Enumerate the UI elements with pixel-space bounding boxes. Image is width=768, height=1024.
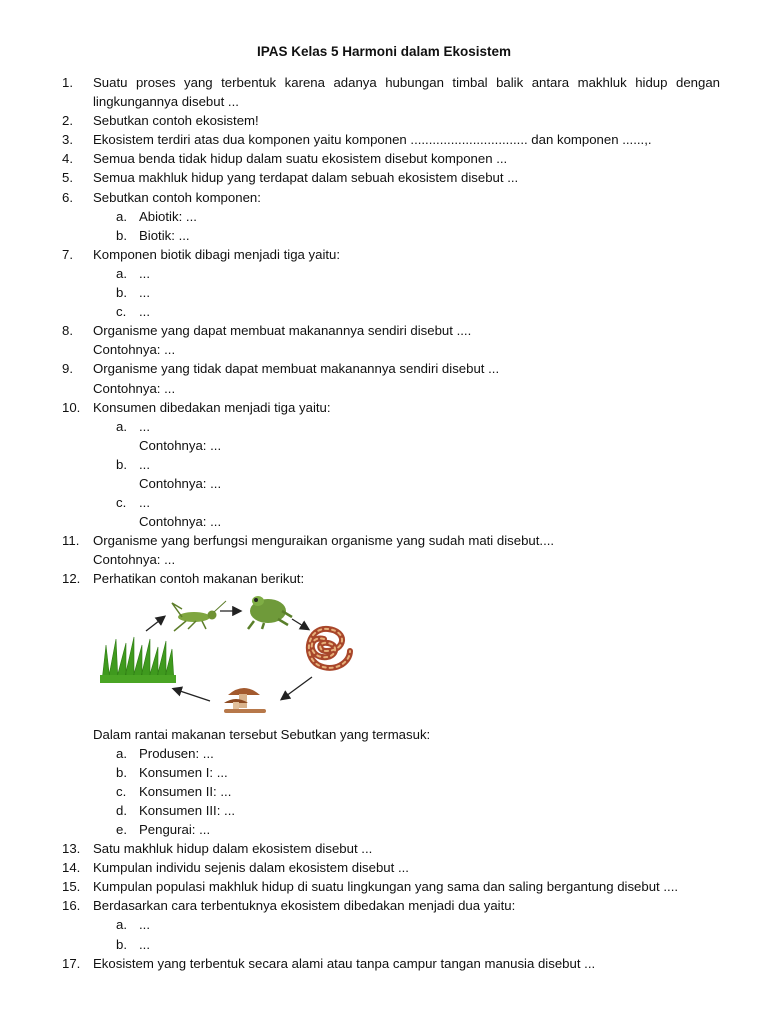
sub-item-text: Biotik: ... bbox=[139, 227, 190, 243]
sub-item-text: Abiotik: ... bbox=[139, 208, 197, 224]
question-5 bbox=[0, 168, 768, 187]
example-text: Contohnya: ... bbox=[93, 380, 176, 396]
question-16 bbox=[0, 896, 768, 915]
example-line bbox=[0, 550, 768, 569]
sub-item-label: e. bbox=[116, 822, 127, 837]
question-text: Organisme yang tidak dapat membuat makanannya sendiri disebut ... bbox=[93, 361, 500, 377]
question-number: 5. bbox=[62, 170, 73, 186]
sub-item bbox=[0, 207, 768, 226]
sub-item bbox=[0, 782, 768, 801]
question-2 bbox=[0, 111, 768, 130]
question-number: 2. bbox=[62, 113, 73, 129]
question-text: Perhatikan contoh makanan berikut: bbox=[93, 571, 305, 587]
example-text: Contohnya: ... bbox=[93, 552, 176, 568]
question-text: Organisme yang dapat membuat makanannya sendiri disebut .... bbox=[93, 323, 472, 339]
question-number: 17. bbox=[62, 955, 81, 971]
sub-item-label: b. bbox=[116, 285, 127, 301]
arrow-icon bbox=[146, 617, 164, 631]
example-line bbox=[0, 379, 768, 398]
question-number: 12. bbox=[62, 571, 81, 587]
question-number: 4. bbox=[62, 151, 73, 167]
question-text: Konsumen dibedakan menjadi tiga yaitu: bbox=[93, 399, 331, 415]
grass-icon bbox=[100, 637, 176, 683]
sub-item-label: b. bbox=[116, 456, 127, 472]
arrow-icon bbox=[292, 619, 308, 629]
arrow-icon bbox=[174, 689, 210, 701]
sub-item-text: ... bbox=[139, 265, 150, 281]
question-text: Ekosistem terdiri atas dua komponen yaitu komponen ................................ dan komponen ......,. bbox=[93, 132, 652, 148]
question-text: Komponen biotik dibagi menjadi tiga yaitu: bbox=[93, 246, 341, 262]
sub-item-text: ... bbox=[139, 304, 150, 320]
question-13 bbox=[0, 839, 768, 858]
page-title: IPAS Kelas 5 Harmoni dalam Ekosistem bbox=[256, 44, 512, 59]
question-text: Berdasarkan cara terbentuknya ekosistem dibedakan menjadi dua yaitu: bbox=[93, 898, 516, 914]
sub-item-label: d. bbox=[116, 802, 127, 818]
example-line bbox=[0, 340, 768, 359]
sub-item bbox=[0, 417, 768, 436]
sub-item-example bbox=[0, 474, 768, 493]
food-chain-svg bbox=[96, 589, 396, 725]
sub-item-label: a. bbox=[116, 745, 127, 761]
question-number: 15. bbox=[62, 879, 81, 895]
sub-item-text: ... bbox=[139, 917, 150, 933]
question-number: 16. bbox=[62, 898, 81, 914]
sub-item-text: Pengurai: ... bbox=[139, 822, 211, 837]
sub-item-label: c. bbox=[116, 495, 127, 511]
question-text: Sebutkan contoh komponen: bbox=[93, 189, 261, 205]
sub-item-label: a. bbox=[116, 208, 127, 224]
snake-icon bbox=[309, 628, 350, 667]
grasshopper-icon bbox=[172, 601, 226, 631]
question-number: 14. bbox=[62, 860, 81, 876]
example-text: Contohnya: ... bbox=[139, 514, 222, 530]
food-chain-illustration bbox=[0, 589, 768, 725]
question-1 bbox=[0, 73, 768, 92]
arrow-icon bbox=[282, 677, 312, 699]
question-15 bbox=[0, 877, 768, 896]
sub-item-label: a. bbox=[116, 917, 127, 933]
sub-item-text: ... bbox=[139, 495, 150, 511]
question-text: Semua benda tidak hidup dalam suatu ekosistem disebut komponen ... bbox=[93, 151, 508, 167]
sub-item bbox=[0, 455, 768, 474]
sub-item bbox=[0, 820, 768, 839]
question-4 bbox=[0, 149, 768, 168]
sub-item-text: ... bbox=[139, 936, 150, 952]
question-number: 11. bbox=[62, 533, 80, 549]
question-17 bbox=[0, 954, 768, 973]
sub-item-text: Konsumen III: ... bbox=[139, 802, 236, 818]
sub-item bbox=[0, 283, 768, 302]
question-14 bbox=[0, 858, 768, 877]
sub-item-text: ... bbox=[139, 456, 150, 472]
question-number: 9. bbox=[62, 361, 73, 377]
sub-item-label: a. bbox=[116, 265, 127, 281]
sub-item bbox=[0, 744, 768, 763]
question-11 bbox=[0, 531, 768, 550]
question-text: Kumpulan individu sejenis dalam ekosistem disebut ... bbox=[93, 860, 409, 876]
question-number: 6. bbox=[62, 189, 73, 205]
sub-item-label: b. bbox=[116, 764, 127, 780]
sub-item-label: c. bbox=[116, 304, 127, 320]
intro-text: Dalam rantai makanan tersebut Sebutkan yang termasuk: bbox=[93, 726, 431, 742]
question-text: Kumpulan populasi makhluk hidup di suatu lingkungan yang sama dan saling bergantung disebut .... bbox=[93, 879, 679, 895]
sub-item-text: Konsumen II: ... bbox=[139, 783, 232, 799]
mushroom-icon bbox=[224, 688, 266, 713]
question-number: 10. bbox=[62, 399, 81, 415]
sub-item-example bbox=[0, 512, 768, 531]
question-text: Organisme yang berfungsi menguraikan organisme yang sudah mati disebut.... bbox=[93, 533, 555, 549]
sub-item bbox=[0, 801, 768, 820]
sub-item-text: ... bbox=[139, 285, 150, 301]
food-chain-intro bbox=[0, 725, 768, 744]
sub-item bbox=[0, 493, 768, 512]
question-number: 1. bbox=[62, 75, 73, 90]
question-text: Suatu proses yang terbentuk karena adanya hubungan timbal balik antara makhluk hidup dengan bbox=[93, 75, 720, 90]
question-text: Sebutkan contoh ekosistem! bbox=[93, 113, 259, 129]
question-6 bbox=[0, 188, 768, 207]
sub-item-text: ... bbox=[139, 418, 150, 434]
question-10 bbox=[0, 398, 768, 417]
sub-item-label: a. bbox=[116, 418, 127, 434]
sub-item-text: Konsumen I: ... bbox=[139, 764, 228, 780]
question-text: Satu makhluk hidup dalam ekosistem disebut ... bbox=[93, 841, 373, 857]
frog-icon bbox=[248, 596, 292, 629]
example-text: Contohnya: ... bbox=[139, 437, 222, 453]
question-number: 3. bbox=[62, 132, 73, 148]
question-text: Ekosistem yang terbentuk secara alami atau tanpa campur tangan manusia disebut ... bbox=[93, 955, 596, 971]
question-text: lingkungannya disebut ... bbox=[93, 94, 239, 110]
sub-item bbox=[0, 264, 768, 283]
question-9 bbox=[0, 359, 768, 378]
example-text: Contohnya: ... bbox=[139, 475, 222, 491]
sub-item-example bbox=[0, 436, 768, 455]
example-text: Contohnya: ... bbox=[93, 342, 176, 358]
sub-item bbox=[0, 915, 768, 934]
sub-item-label: b. bbox=[116, 227, 127, 243]
question-8 bbox=[0, 321, 768, 340]
sub-item-label: c. bbox=[116, 783, 127, 799]
question-3 bbox=[0, 130, 768, 149]
question-list bbox=[0, 73, 768, 973]
question-number: 8. bbox=[62, 323, 73, 339]
question-7 bbox=[0, 245, 768, 264]
sub-item bbox=[0, 935, 768, 954]
sub-item bbox=[0, 226, 768, 245]
sub-item-text: Produsen: ... bbox=[139, 745, 214, 761]
question-12 bbox=[0, 569, 768, 588]
question-text: Semua makhluk hidup yang terdapat dalam sebuah ekosistem disebut ... bbox=[93, 170, 519, 186]
question-number: 7. bbox=[62, 246, 73, 262]
sub-item bbox=[0, 763, 768, 782]
sub-item-label: b. bbox=[116, 936, 127, 952]
question-1-continued bbox=[0, 92, 768, 111]
question-number: 13. bbox=[62, 841, 81, 857]
sub-item bbox=[0, 302, 768, 321]
